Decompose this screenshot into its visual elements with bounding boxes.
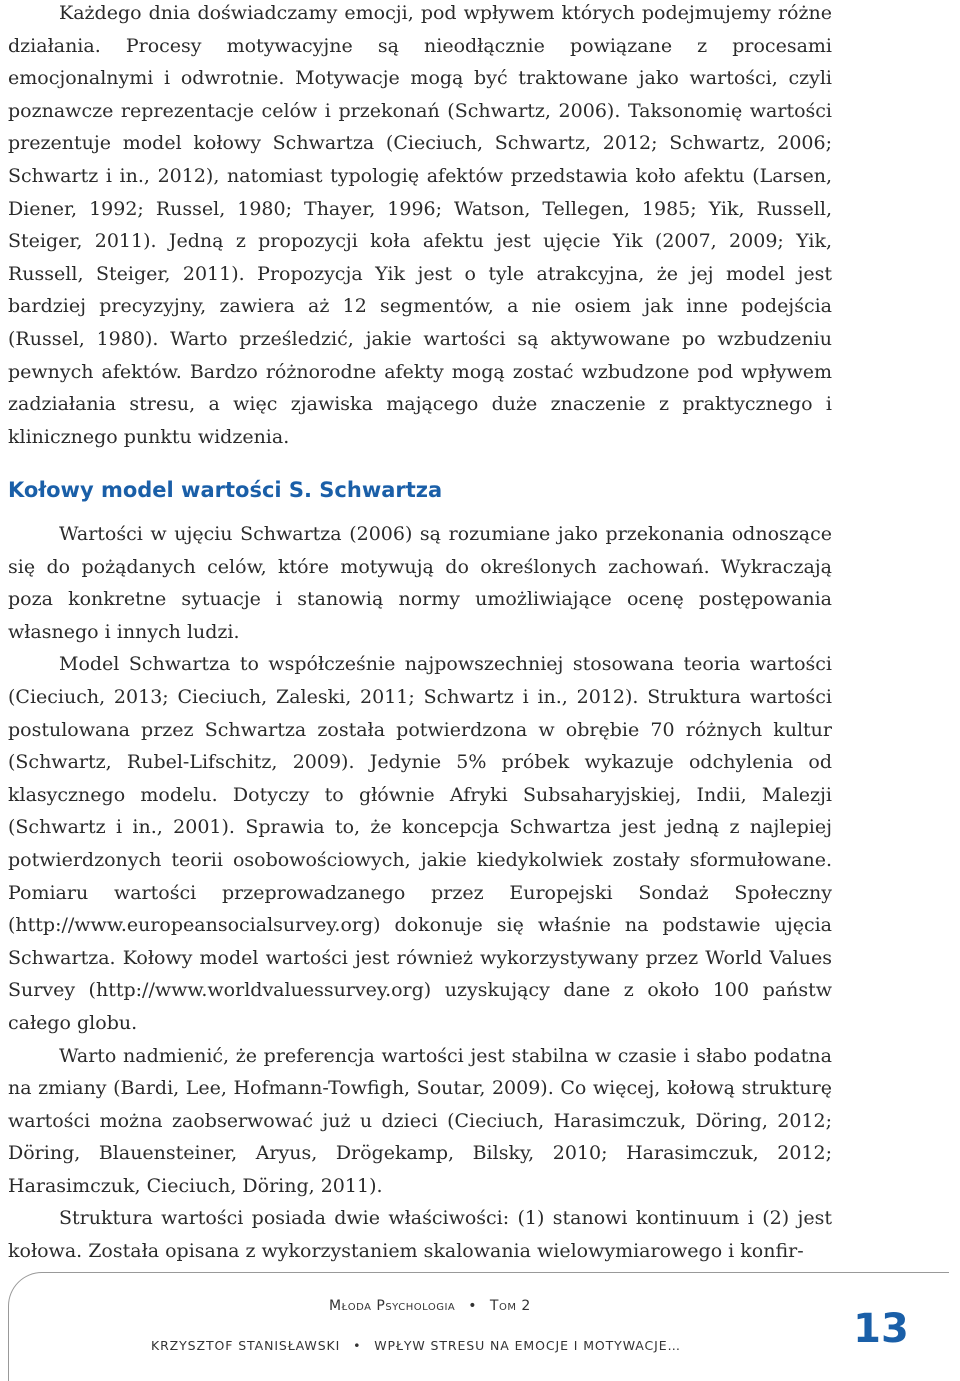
paragraph: Warto nadmienić, że preferencja wartości jest stabilna w czasie i słabo podatna na zmiany (Bardi, Lee, Hofmann-Towfigh, Soutar, 2009). Co więcej, kołową strukturę wartości można zaobserwować już u dzieci (Cieciuch, Harasimczuk, Döring, 2012; Döring, Blauensteiner, Aryus, Drögekamp, Bilsky, 2010; Harasimczuk, 2012; Harasimczuk, Cieciuch, Döring, 2011). [8, 1044, 832, 1197]
journal-volume: Tom 2 [489, 1298, 531, 1314]
bullet-separator: • [468, 1298, 477, 1314]
paragraph: Model Schwartza to współcześnie najpowszechniej stosowana teoria wartości (Cieciuch, 2013; Cieciuch, Zaleski, 2011; Schwartz i in., 2012). Struktura wartości postulowana przez Schwartza została potwierdzona w obrębie 70 różnych kultur (Schwartz, Rubel-Lifschitz, 2009). Jedynie 5% próbek wykazuje odchylenia od klasycznego modelu. Dotyczy to głównie Afryki Subsaharyjskiej, Indii, Malezji (Schwartz i in., 2001). Sprawia to, że koncepcja Schwartza jest jedną z najlepiej potwierdzonych teorii osobowościowych, jakie kiedykolwiek zostały sformułowane. Pomiaru wartości przeprowadzanego przez Europejski Sondaż Społeczny (http://www.europeansocialsurvey.org) dokonuje się właśnie na podstawie ujęcia Schwartza. Kołowy model wartości jest również wykorzystywany przez World Values Survey (http://www.worldvaluessurvey.org) uzyskujący dane z około 100 państw całego globu. [8, 653, 832, 1034]
intro-text-block [8, 0, 832, 453]
section-heading: Kołowy model wartości S. Schwartza [8, 478, 443, 502]
bullet-separator: • [353, 1338, 362, 1353]
paragraph: Wartości w ujęciu Schwartza (2006) są rozumiane jako przekonania odnoszące się do pożądanych celów, które motywują do określonych zachowań. Wykraczają poza konkretne sytuacje i stanowią normy umożliwiające ocenę postępowania własnego i innych ludzi. [8, 523, 832, 643]
paragraph: Każdego dnia doświadczamy emocji, pod wpływem których podejmujemy różne działania. Procesy motywacyjne są nieodłącznie powiązane z procesami emocjonalnymi i odwrotnie. Motywacje mogą być traktowane jako wartości, czyli poznawcze reprezentacje celów i przekonań (Schwartz, 2006). Taksonomię wartości prezentuje model kołowy Schwartza (Cieciuch, Schwartz, 2012; Schwartz, 2006; Schwartz i in., 2012), natomiast typologię afektów przedstawia koło afektu (Larsen, Diener, 1992; Russel, 1980; Thayer, 1996; Watson, Tellegen, 1985; Yik, Russell, Steiger, 2011). Jedną z propozycji koła afektu jest ujęcie Yik (2007, 2009; Yik, Russell, Steiger, 2011). Propozycja Yik jest o tyle atrakcyjna, że jej model jest bardziej precyzyjny, zawiera aż 12 segmentów, a nie osiem jak inne podejścia (Russel, 1980). Warto prześledzić, jakie wartości są aktywowane po wzbudzeniu pewnych afektów. Bardzo różnorodne afekty mogą zostać wzbudzone pod wpływem zadziałania stresu, a więc zjawiska mającego duże znaczenie z praktycznego i klinicznego punktu widzenia. [8, 2, 832, 448]
author-name: KRZYSZTOF STANISŁAWSKI [151, 1338, 341, 1353]
section-text-block [8, 518, 832, 1268]
article-title: WPŁYW STRESU NA EMOCJE I MOTYWACJE… [374, 1338, 681, 1353]
page-number: 13 [853, 1306, 909, 1352]
footer-author-line [151, 1338, 681, 1353]
journal-name: Młoda Psychologia [329, 1298, 456, 1314]
paragraph: Struktura wartości posiada dwie właściwości: (1) stanowi kontinuum i (2) jest kołowa. Została opisana z wykorzystaniem skalowania wielowymiarowego i konfir- [8, 1207, 832, 1263]
footer-frame [8, 1272, 949, 1381]
